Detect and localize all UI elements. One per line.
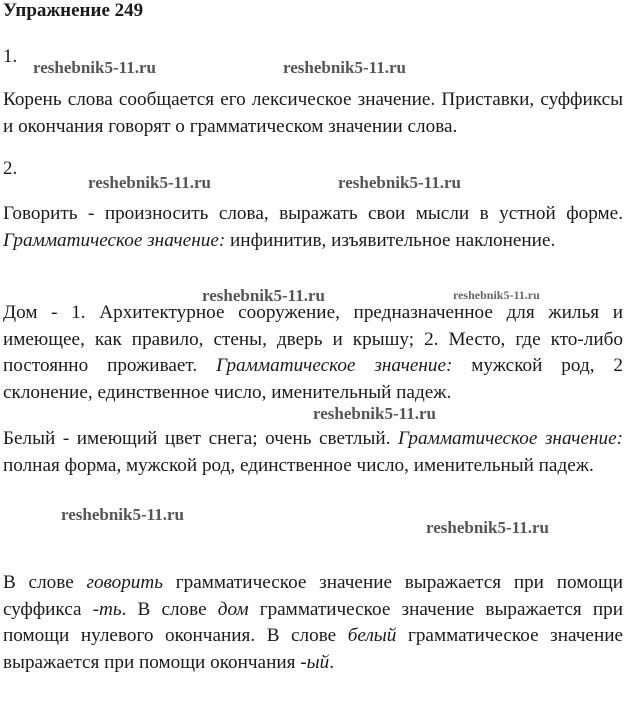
word-govorit: говорить [86, 572, 163, 593]
grammar-text: инфинитив, изъявительное наклонение. [225, 229, 556, 251]
section-2-number: 2. [3, 158, 18, 179]
grammar-label: Грамматическое значение: [3, 229, 226, 251]
watermark: reshebnik5-11.ru [202, 286, 325, 305]
suffix-t: -ть [92, 598, 122, 620]
watermark: reshebnik5-11.ru [283, 58, 406, 77]
definition-belyi [3, 426, 623, 479]
exercise-title: Упражнение 249 [3, 0, 144, 21]
word-belyi: белый [347, 625, 397, 646]
definition-text: Дом - 1. Архитектурное сооружение, предназначенное для жилья и имеющее, как правило, стены, дверь и крышу; 2. Место, где кто-либо постоянно проживает. [3, 302, 623, 376]
text-run: грамматическое значение выражается при помощи суффикса [3, 572, 623, 620]
watermark: reshebnik5-11.ru [453, 288, 540, 302]
watermark: reshebnik5-11.ru [338, 173, 461, 192]
word-dom: дом [217, 598, 249, 620]
watermark: reshebnik5-11.ru [88, 173, 211, 192]
definition-govorit [3, 201, 623, 254]
definition-text: Говорить - произносить слова, выражать свои мысли в устной форме. [3, 203, 623, 224]
grammar-text: полная форма, мужской род, единственное число, именительный падеж. [3, 454, 594, 476]
text-run: грамматическое значение выражается при помощи окончания [3, 625, 623, 673]
text-run: грамматическое значение выражается при помощи нулевого окончания. В слове [3, 598, 623, 646]
definition-text: Белый - имеющий цвет снега; очень светлый. [3, 428, 398, 449]
grammar-label: Грамматическое значение: [398, 428, 623, 449]
watermark: reshebnik5-11.ru [61, 505, 184, 524]
watermark: reshebnik5-11.ru [426, 518, 549, 537]
grammar-label: Грамматическое значение: [216, 355, 453, 376]
text-run: . [329, 651, 335, 673]
watermark: reshebnik5-11.ru [313, 404, 436, 423]
grammar-text: мужской род, 2 склонение, единственное число, именительный падеж. [3, 355, 623, 403]
watermark: reshebnik5-11.ru [33, 58, 156, 77]
ending-yi: -ый [300, 651, 330, 673]
section-1-text: Корень слова сообщается его лексическое значение. Приставки, суффиксы и окончания говорят о грамматическом значении слова. [3, 89, 623, 137]
definition-dom [3, 300, 623, 406]
text-run: В слове [3, 572, 87, 593]
section-1-number: 1. [3, 46, 18, 67]
text-run: . В слове [121, 598, 218, 620]
conclusion-paragraph [3, 570, 623, 676]
